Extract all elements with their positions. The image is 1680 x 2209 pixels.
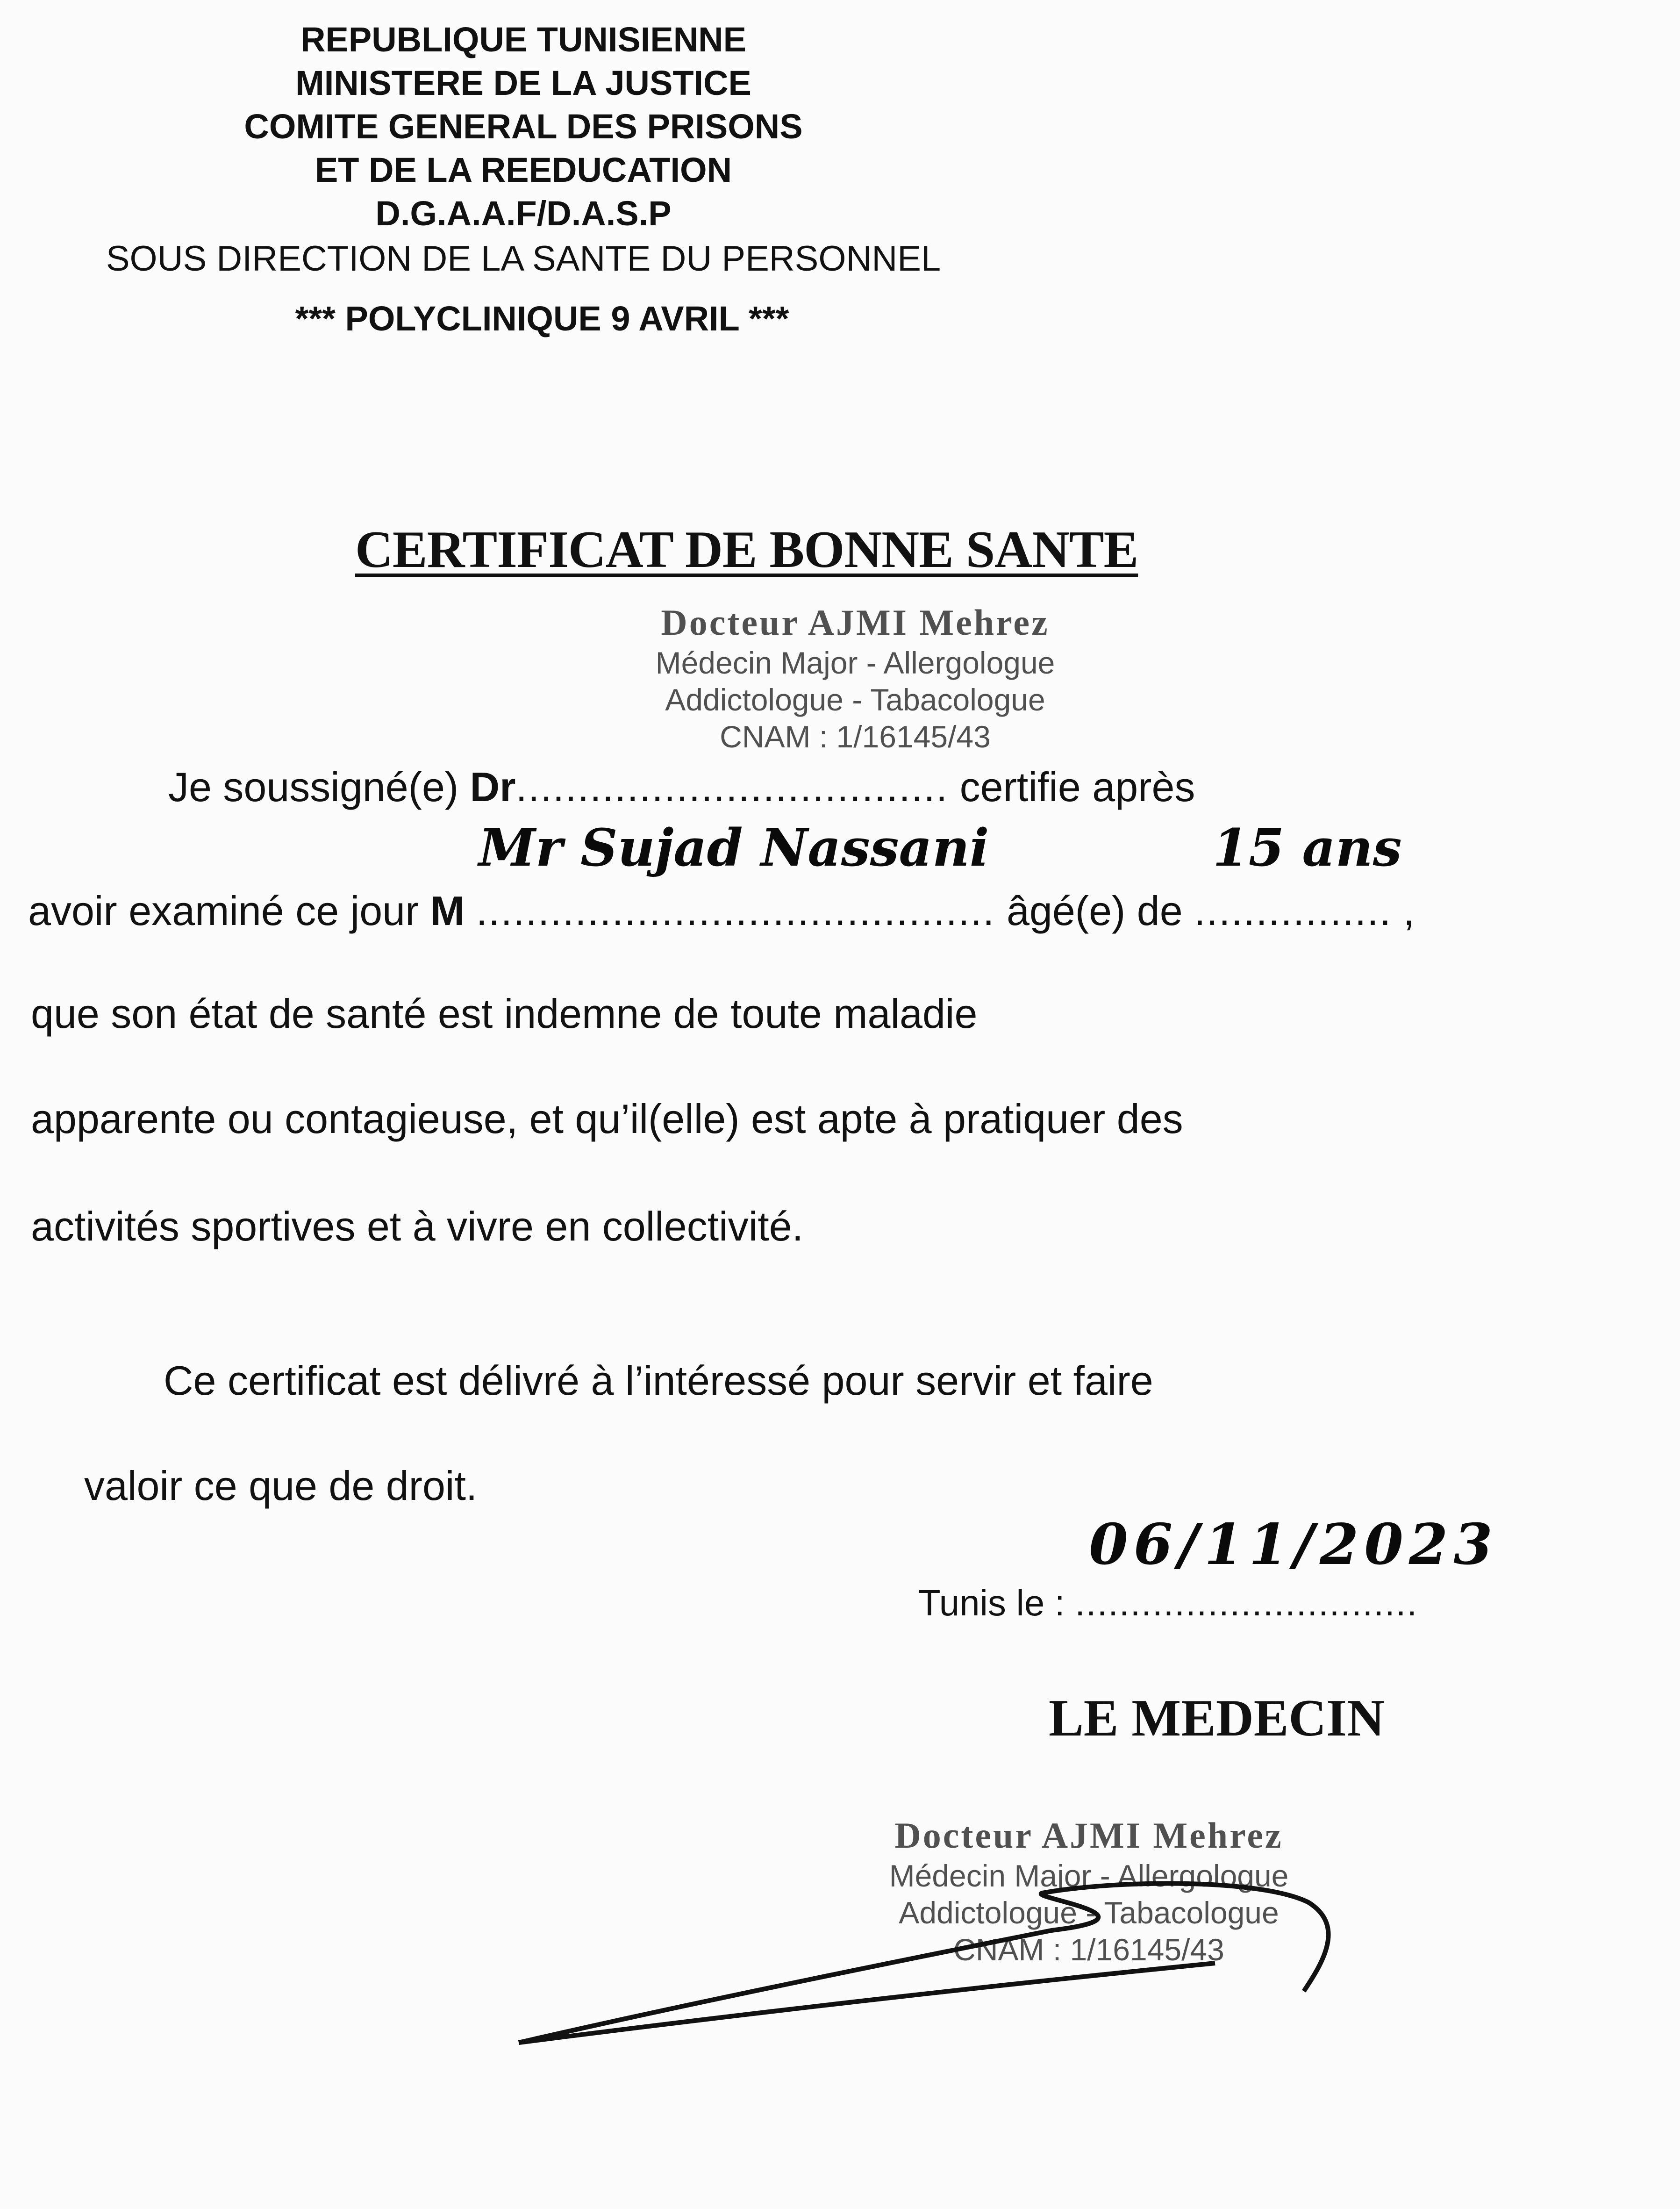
patient-name-handwritten: Mr Sujad Nassani [479, 818, 989, 878]
header-ministry: MINISTERE DE LA JUSTICE [295, 64, 751, 102]
dr-label: Dr [470, 764, 516, 810]
stamp-role1: Médecin Major - Allergologue [655, 645, 1055, 680]
date-label: Tunis le : [918, 1582, 1075, 1623]
date-field: ............................... [1075, 1582, 1418, 1623]
stamp-role1: Médecin Major - Allergologue [889, 1858, 1289, 1893]
text: Je soussigné(e) [168, 764, 470, 810]
header-sub-direction: SOUS DIRECTION DE LA SANTE DU PERSONNEL [106, 239, 941, 279]
text: avoir examiné ce jour [28, 888, 430, 934]
doctor-name-field: ................................... [515, 764, 949, 810]
document-title: CERTIFICAT DE BONNE SANTE [355, 521, 1138, 579]
date-handwritten: 06/11/2023 [1089, 1512, 1498, 1578]
body-line-3: que son état de santé est indemne de toute maladie [31, 990, 978, 1037]
stamp-cnam: CNAM : 1/16145/43 [953, 1932, 1224, 1967]
body-para2-line-1: Ce certificat est délivré à l’intéressé pour servir et faire [164, 1357, 1153, 1404]
stamp-name: Docteur AJMI Mehrez [661, 602, 1050, 643]
header-clinic: *** POLYCLINIQUE 9 AVRIL *** [295, 299, 789, 338]
stamp-role2: Addictologue - Tabacologue [665, 682, 1045, 717]
signature-stroke [519, 1884, 1329, 2043]
header-republic: REPUBLIQUE TUNISIENNE [300, 20, 746, 59]
stamp-cnam: CNAM : 1/16145/43 [720, 719, 991, 754]
signature-label: LE MEDECIN [1049, 1689, 1385, 1747]
age-field: ................ [1194, 888, 1392, 934]
age-handwritten: 15 ans [1213, 818, 1402, 878]
header-dgaaf: D.G.A.A.F/D.A.S.P [375, 194, 672, 233]
body-para2-line-2: valoir ce que de droit. [84, 1463, 478, 1509]
m-label: M [430, 888, 465, 934]
text: certifie après [948, 764, 1195, 810]
text: âgé(e) de [1006, 888, 1194, 934]
stamp-role2: Addictologue - Tabacologue [899, 1895, 1279, 1930]
text: , [1403, 888, 1415, 934]
body-line-5: activités sportives et à vivre en collectivité. [31, 1203, 804, 1249]
header-committee: COMITE GENERAL DES PRISONS [244, 107, 803, 146]
header-reeducation: ET DE LA REEDUCATION [315, 151, 732, 189]
stamp-name: Docteur AJMI Mehrez [894, 1815, 1283, 1856]
body-line-4: apparente ou contagieuse, et qu’il(elle) est apte à pratiquer des [31, 1096, 1183, 1142]
patient-name-field: .......................................... [476, 888, 995, 934]
